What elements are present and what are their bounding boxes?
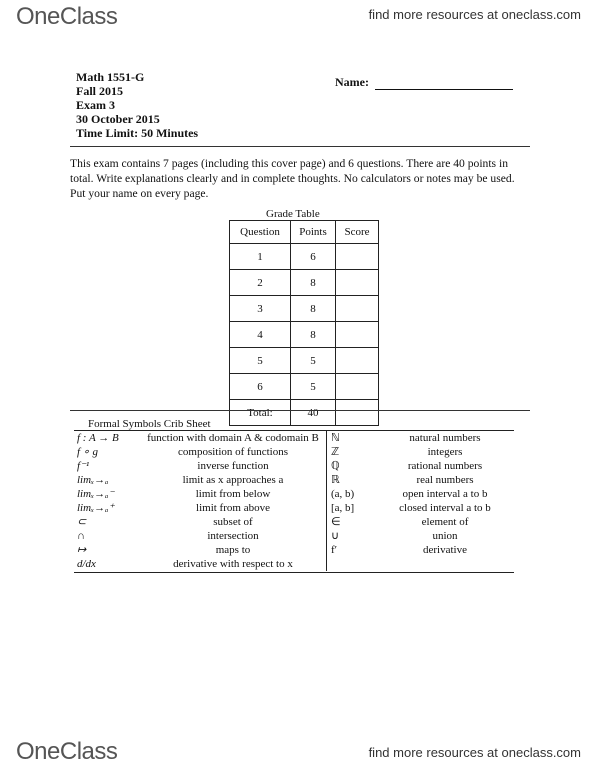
question-points: 5 [291,374,336,400]
symbol-meaning: limit from above [196,501,270,514]
symbol: ∪ [327,529,377,543]
table-row [74,445,514,459]
symbol-meaning: rational numbers [407,459,483,472]
symbol-meaning: limit from below [195,487,271,500]
question-points: 6 [291,244,336,270]
table-row [230,244,379,270]
table-row [230,374,379,400]
table-row [74,431,514,445]
total-label: Total: [230,400,291,426]
symbol-meaning: open interval a to b [402,487,488,500]
symbol-meaning: maps to [215,543,251,556]
question-points: 5 [291,348,336,374]
total-points: 40 [291,400,336,426]
symbol: ℚ [327,459,377,473]
exam-header [76,70,236,140]
name-label: Name: [335,75,369,89]
symbol: f′ [327,543,377,557]
symbol: limₓ→ₐ [77,473,109,486]
symbol-meaning: real numbers [416,473,474,486]
question-points: 8 [291,270,336,296]
col-question: Question [230,221,291,244]
question-points: 8 [291,296,336,322]
symbol: ⊂ [77,515,87,528]
symbol-meaning: closed interval a to b [399,501,491,514]
oneclass-logo: OneClass [16,3,118,30]
symbol: ↦ [77,543,87,556]
symbol [327,557,377,571]
oneclass-logo-footer: OneClass [16,738,118,765]
section-divider [70,410,530,411]
symbol: limₓ→ₐ⁺ [77,501,115,514]
table-row [74,459,514,473]
symbol: limₓ→ₐ⁻ [77,487,115,500]
exam-line: Exam 3 [76,98,115,112]
question-number: 1 [230,244,291,270]
course-line: Math 1551-G [76,70,145,84]
exam-instructions: This exam contains 7 pages (including this cover page) and 6 questions. There are 40 points in total. Write explanations clearly and in complete thoughts. No calculators or notes may be used. Put your name on every page. [70,157,515,200]
table-row [74,487,514,501]
question-number: 2 [230,270,291,296]
symbol: f⁻¹ [77,459,90,472]
symbol-meaning: inverse function [197,459,269,472]
total-row [230,400,379,426]
table-row [74,529,514,543]
symbol: ∈ [327,515,377,529]
crib-sheet-caption: Formal Symbols Crib Sheet [88,418,211,430]
total-score-cell[interactable] [336,400,379,426]
symbol-meaning: function with domain A & codomain B [147,431,319,444]
symbol-meaning: natural numbers [409,431,481,444]
date-line: 30 October 2015 [76,112,160,126]
table-row [74,557,514,571]
symbol-meaning: element of [421,515,469,528]
symbol-meaning: limit as x approaches a [182,473,284,486]
score-cell[interactable] [336,270,379,296]
time-limit-line: Time Limit: 50 Minutes [76,126,199,140]
table-row [74,515,514,529]
score-cell[interactable] [336,244,379,270]
table-row [230,322,379,348]
question-points: 8 [291,322,336,348]
crib-sheet-table [74,431,514,571]
score-cell[interactable] [336,348,379,374]
table-row [74,473,514,487]
symbol: f : A → B [77,431,119,444]
symbol: [a, b] [327,501,377,515]
symbol-meaning: composition of functions [178,445,288,458]
question-number: 3 [230,296,291,322]
name-blank-line[interactable] [375,78,513,90]
score-cell[interactable] [336,374,379,400]
symbol-meaning: integers [427,445,463,458]
table-row [230,296,379,322]
crib-bottom-rule [74,572,514,573]
table-row [230,348,379,374]
question-number: 5 [230,348,291,374]
symbol: ∩ [77,529,85,542]
symbol: (a, b) [327,487,377,501]
term-line: Fall 2015 [76,84,123,98]
symbol-meaning: subset of [213,515,253,528]
grade-table-header [230,221,379,244]
symbol-meaning: derivative with respect to x [173,557,293,570]
table-row [230,270,379,296]
symbol-meaning [376,557,514,571]
symbol: f ∘ g [77,445,98,458]
table-row [74,543,514,557]
table-row [74,501,514,515]
tagline-bottom[interactable]: find more resources at oneclass.com [368,745,581,760]
name-field[interactable] [335,71,513,90]
symbol: ℝ [327,473,377,487]
col-points: Points [291,221,336,244]
symbol: ℕ [327,431,377,445]
tagline-top[interactable]: find more resources at oneclass.com [368,7,581,22]
question-number: 4 [230,322,291,348]
symbol: d/dx [77,557,96,570]
symbol-meaning: intersection [207,529,259,542]
symbol-meaning: derivative [423,543,467,556]
question-number: 6 [230,374,291,400]
symbol-meaning: union [432,529,458,542]
score-cell[interactable] [336,322,379,348]
score-cell[interactable] [336,296,379,322]
header-divider [70,146,530,147]
symbol: ℤ [327,445,377,459]
grade-table-caption: Grade Table [266,208,320,220]
col-score: Score [336,221,379,244]
grade-table [229,220,379,426]
